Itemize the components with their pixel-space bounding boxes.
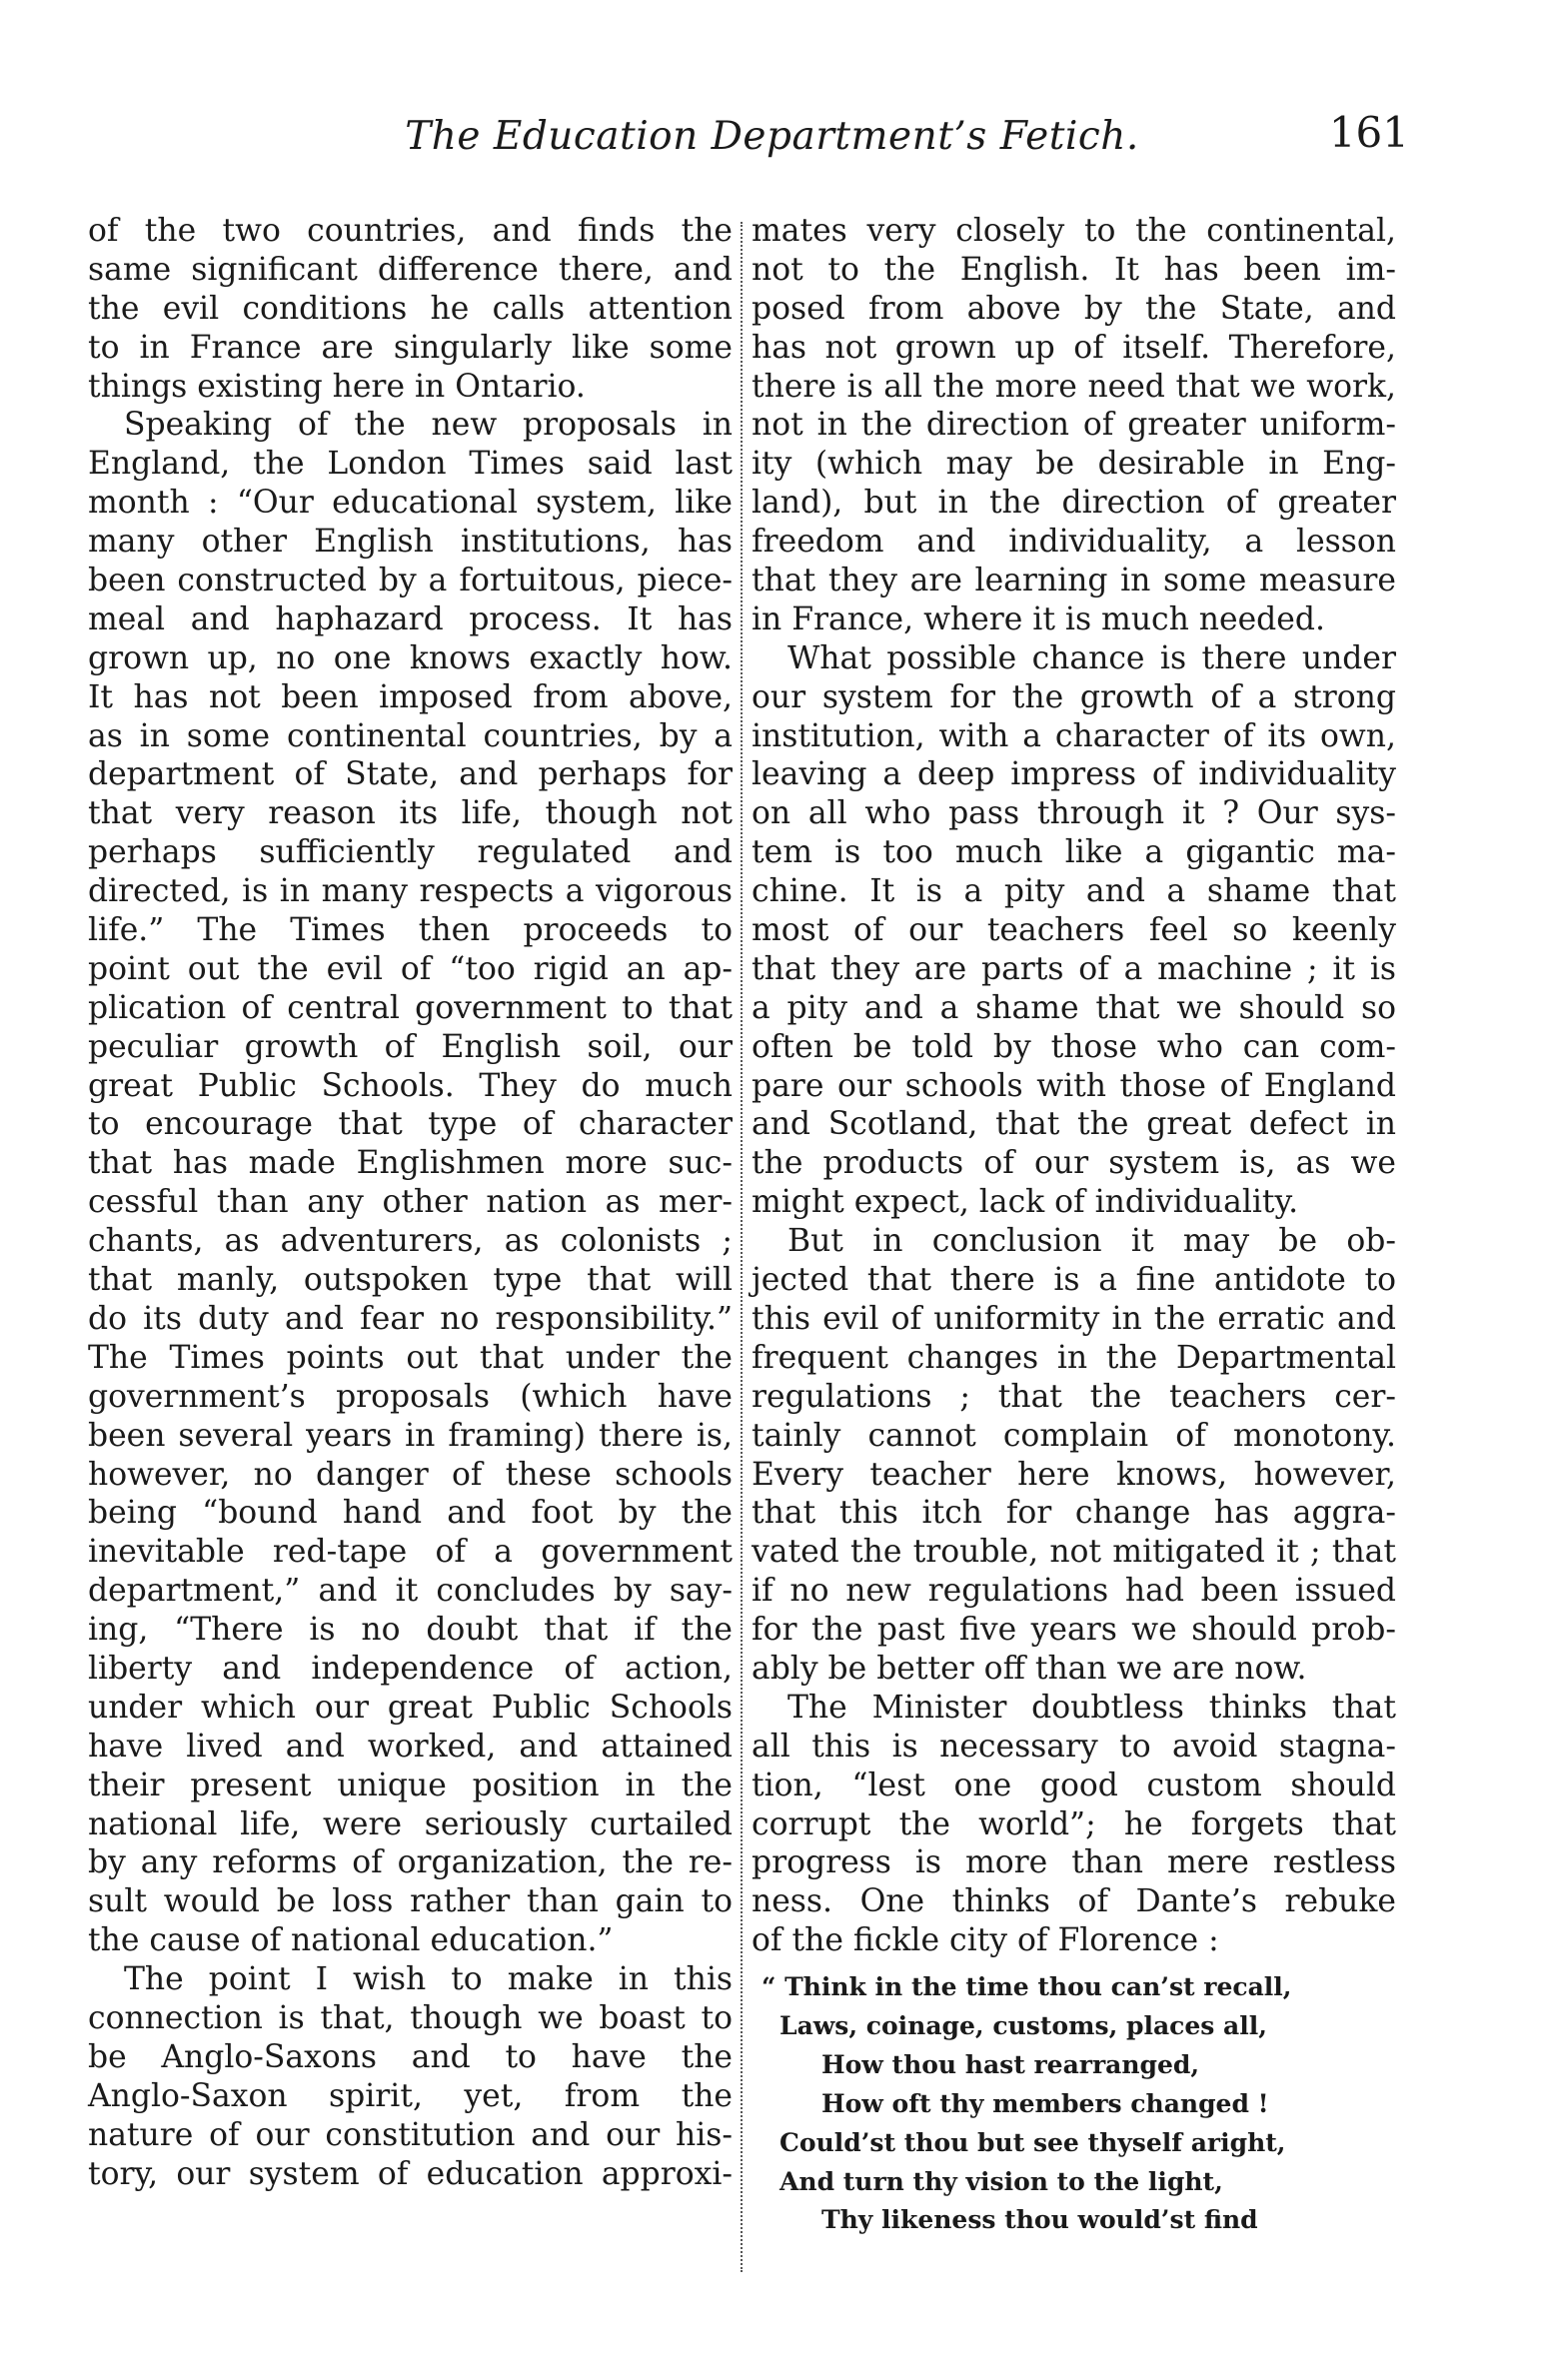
text-line: But in conclusion it may be ob- [787, 1223, 1396, 1260]
text-line: as in some continental countries, by a [88, 717, 733, 754]
text-line: ably be better off than we are now. [752, 1650, 1307, 1687]
text-line: corrupt the world”; he forgets that [752, 1805, 1396, 1842]
verse-line: Thy likeness thou would’st find [821, 2205, 1258, 2235]
verse-line: How oft thy members changed ! [821, 2088, 1269, 2118]
text-line: The point I wish to make in this [124, 1961, 733, 1998]
text-line: England, the London Times said last [88, 446, 733, 483]
text-line: inevitable red-tape of a government [88, 1534, 733, 1571]
text-line: same significant difference there, and [88, 251, 733, 288]
text-line: however, no danger of these schools [88, 1456, 733, 1493]
text-line: plication of central government to that [88, 989, 733, 1026]
text-line: on all who pass through it ? Our sys- [752, 795, 1396, 832]
text-line: leaving a deep impress of individuality [752, 756, 1396, 793]
text-line: our system for the growth of a strong [752, 678, 1396, 715]
text-line: sult would be loss rather than gain to [88, 1883, 733, 1920]
text-line: been several years in framing) there is, [88, 1417, 733, 1454]
text-line: might expect, lack of individuality. [752, 1184, 1299, 1221]
column-divider [741, 222, 744, 2272]
verse-line: Laws, coinage, customs, places all, [779, 2010, 1267, 2040]
verse-line: “ Think in the time thou can’st recall, [762, 1972, 1292, 2002]
text-line: connection is that, though we boast to [88, 1999, 733, 2036]
text-line: meal and haphazard process. It has [88, 600, 733, 637]
text-line: of the fickle city of Florence : [752, 1922, 1219, 1959]
text-line: being “bound hand and foot by the [88, 1495, 733, 1532]
text-line: been constructed by a fortuitous, piece- [88, 563, 733, 599]
verse-line: Could’st thou but see thyself aright, [779, 2127, 1286, 2157]
text-line: that manly, outspoken type that will [88, 1262, 733, 1299]
text-line: institution, with a character of its own, [752, 717, 1396, 754]
text-line: the cause of national education.” [88, 1922, 614, 1959]
text-line: not in the direction of greater uniform- [752, 407, 1396, 444]
text-line: life.” The Times then proceeds to [88, 912, 733, 949]
text-line: great Public Schools. They do much [88, 1067, 733, 1104]
text-line: land), but in the direction of greater [752, 485, 1396, 522]
text-line: posed from above by the State, and [752, 290, 1396, 327]
text-line: has not grown up of itself. Therefore, [752, 329, 1396, 366]
text-line: for the past five years we should prob- [752, 1612, 1396, 1649]
right-column [752, 212, 1396, 2240]
text-line: Every teacher here knows, however, [752, 1456, 1396, 1493]
text-line: What possible chance is there under [787, 639, 1396, 676]
text-line: department of State, and perhaps for [88, 756, 733, 793]
text-line: do its duty and fear no responsibility.” [88, 1300, 733, 1337]
text-line: that they are parts of a machine ; it is [752, 950, 1396, 987]
text-line: a pity and a shame that we should so [752, 989, 1396, 1026]
text-line: Speaking of the new proposals in [124, 407, 733, 444]
verse-line: And turn thy vision to the light, [779, 2166, 1223, 2196]
text-line: grown up, no one knows exactly how. [88, 639, 733, 676]
text-line: ing, “There is no doubt that if the [88, 1612, 733, 1649]
text-line: month : “Our educational system, like [88, 485, 733, 522]
text-line: freedom and individuality, a lesson [752, 524, 1396, 561]
text-line: by any reforms of organization, the re- [88, 1844, 733, 1881]
page-header [0, 108, 1544, 168]
text-line: It has not been imposed from above, [88, 678, 733, 715]
text-line: progress is more than mere restless [752, 1844, 1396, 1881]
text-line: this evil of uniformity in the erratic and [752, 1300, 1396, 1337]
text-line: liberty and independence of action, [88, 1650, 733, 1687]
text-line: chants, as adventurers, as colonists ; [88, 1223, 733, 1260]
text-line: to in France are singularly like some [88, 329, 733, 366]
text-line: mates very closely to the continental, [752, 213, 1396, 249]
text-line: tem is too much like a gigantic ma- [752, 834, 1396, 871]
text-line: nature of our constitution and our his- [88, 2116, 733, 2153]
text-line: that they are learning in some measure [752, 563, 1396, 599]
running-title: The Education Department’s Fetich. [405, 114, 1139, 159]
text-line: and Scotland, that the great defect in [752, 1106, 1396, 1143]
text-line: tion, “lest one good custom should [752, 1767, 1396, 1803]
text-line: that this itch for change has aggra- [752, 1495, 1396, 1532]
text-line: pare our schools with those of England [752, 1067, 1396, 1104]
text-line: of the two countries, and finds the [88, 213, 733, 249]
text-line: things existing here in Ontario. [88, 368, 586, 405]
text-line: to encourage that type of character [88, 1106, 733, 1143]
text-line: department,” and it concludes by say- [88, 1573, 733, 1610]
text-line: national life, were seriously curtailed [88, 1805, 733, 1842]
text-line: that has made Englishmen more suc- [88, 1145, 733, 1182]
text-line: cessful than any other nation as mer- [88, 1184, 733, 1221]
text-line: chine. It is a pity and a shame that [752, 873, 1396, 910]
text-line: the evil conditions he calls attention [88, 290, 733, 327]
text-line: tory, our system of education approxi- [88, 2155, 733, 2192]
text-line: The Minister doubtless thinks that [787, 1689, 1396, 1726]
left-column [88, 212, 733, 2193]
text-line: perhaps sufficiently regulated and [88, 834, 733, 871]
text-line: many other English institutions, has [88, 524, 733, 561]
text-line: point out the evil of “too rigid an ap- [88, 950, 733, 987]
verse-line: How thou hast rearranged, [821, 2049, 1200, 2079]
text-line: not to the English. It has been im- [752, 251, 1396, 288]
text-line: The Times points out that under the [88, 1339, 733, 1376]
text-line: peculiar growth of English soil, our [88, 1028, 733, 1065]
text-line: ness. One thinks of Dante’s rebuke [752, 1883, 1396, 1920]
text-line: often be told by those who can com- [752, 1028, 1396, 1065]
text-line: under which our great Public Schools [88, 1689, 733, 1726]
text-line: if no new regulations had been issued [752, 1573, 1396, 1610]
text-line: jected that there is a fine antidote to [752, 1262, 1396, 1299]
text-line: ity (which may be desirable in Eng- [752, 446, 1396, 483]
text-line: directed, is in many respects a vigorous [88, 873, 733, 910]
text-line: regulations ; that the teachers cer- [752, 1378, 1396, 1415]
text-line: most of our teachers feel so keenly [752, 912, 1396, 949]
text-line: vated the trouble, not mitigated it ; that [752, 1534, 1396, 1571]
text-line: that very reason its life, though not [88, 795, 733, 832]
text-line: there is all the more need that we work, [752, 368, 1396, 405]
text-line: in France, where it is much needed. [752, 600, 1325, 637]
text-line: have lived and worked, and attained [88, 1728, 733, 1765]
page-number: 161 [1328, 108, 1409, 157]
text-line: frequent changes in the Departmental [752, 1339, 1396, 1376]
text-line: be Anglo-Saxons and to have the [88, 2038, 733, 2075]
text-line: their present unique position in the [88, 1767, 733, 1803]
text-line: tainly cannot complain of monotony. [752, 1417, 1396, 1454]
text-line: all this is necessary to avoid stagna- [752, 1728, 1396, 1765]
text-line: the products of our system is, as we [752, 1145, 1396, 1182]
text-line: government’s proposals (which have [88, 1378, 733, 1415]
text-line: Anglo-Saxon spirit, yet, from the [88, 2077, 733, 2114]
